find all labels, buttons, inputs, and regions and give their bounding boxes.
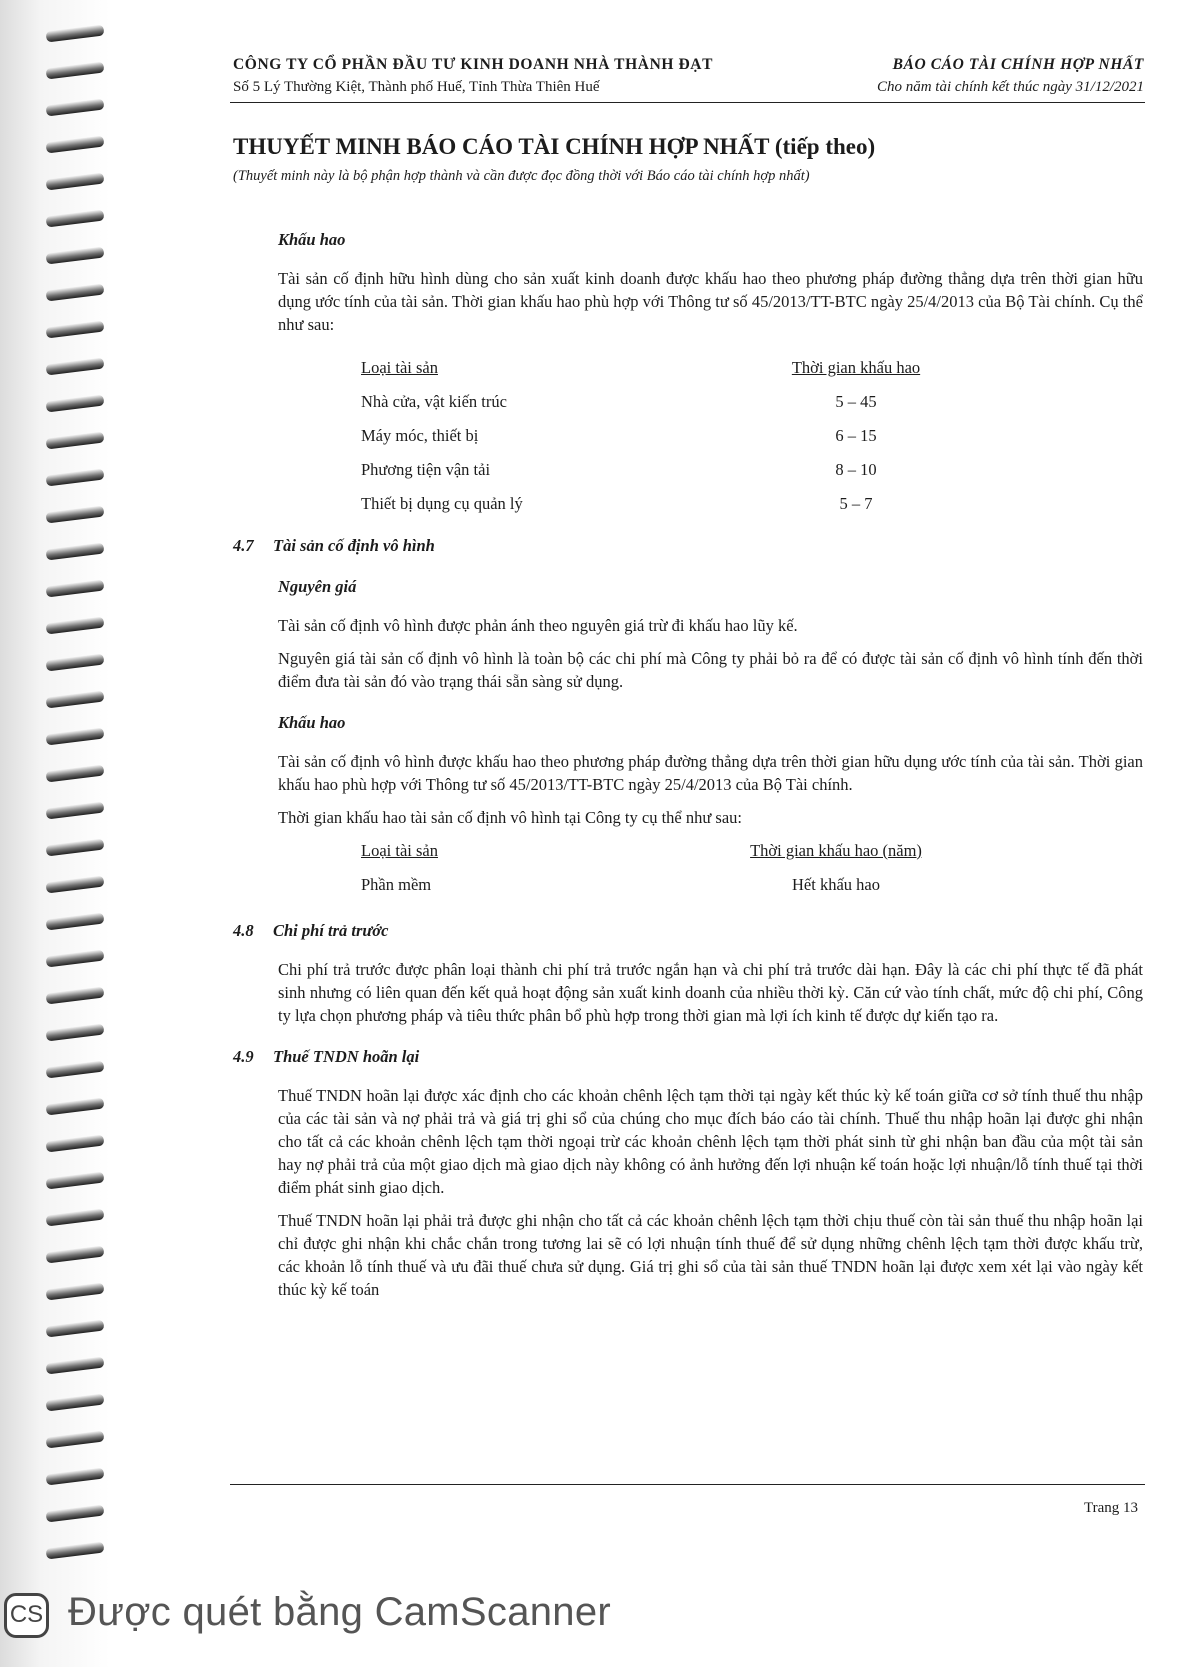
company-address: Số 5 Lý Thường Kiệt, Thành phố Huế, Tỉnh Thừa Thiên Huế <box>233 79 600 95</box>
binding-ring <box>46 395 105 413</box>
table-header-asset: Loại tài sản <box>361 357 438 377</box>
cost-heading: Nguyên giá <box>278 577 357 596</box>
table-header-row <box>361 350 951 384</box>
binding-ring <box>46 1172 105 1190</box>
binding-ring <box>46 25 105 43</box>
section-number: 4.7 <box>233 536 254 555</box>
section-number: 4.8 <box>233 921 254 940</box>
document-header-left <box>233 56 713 96</box>
binding-ring <box>46 543 105 561</box>
binding-ring <box>46 617 105 635</box>
company-name: CÔNG TY CỔ PHẦN ĐẦU TƯ KINH DOANH NHÀ THÀNH ĐẠT <box>233 56 714 73</box>
deferred-tax-paragraph-1: Thuế TNDN hoãn lại được xác định cho các khoản chênh lệch tạm thời tại ngày kết thúc kỳ kế toán giữa cơ sở tính thuế thu nhập của các tài sản và nợ phải trả và giá trị ghi sổ của chúng cho mục đích báo cáo tài chính. Thuế thu nhập hoãn lại được ghi nhận cho tất cả các khoản chênh lệch tạm thời ngoại trừ các khoản chênh lệch tạm thời phát sinh từ ghi nhận ban đầu của một tài sản hay nợ phải trả của một giao dịch mà giao dịch này không có ảnh hưởng đến lợi nhuận kế toán hoặc lợi nhuận/lỗ tính thuế tại thời điểm phát sinh giao dịch. <box>278 1086 1143 1197</box>
binding-ring <box>46 284 105 302</box>
table-row <box>361 418 951 452</box>
camscanner-logo: CS <box>4 1593 49 1638</box>
binding-ring <box>46 1468 105 1486</box>
table-cell-asset: Nhà cửa, vật kiến trúc <box>361 391 507 411</box>
section-4-8-heading <box>233 919 1143 942</box>
table-row <box>361 486 951 520</box>
binding-ring <box>46 802 105 820</box>
binding-ring <box>46 210 105 228</box>
binding-ring <box>46 99 105 117</box>
section-4-9-heading <box>233 1045 1143 1068</box>
binding-ring <box>46 247 105 265</box>
table-header-row <box>361 833 951 867</box>
table-cell-period: Hết khấu hao <box>792 874 880 894</box>
page-subtitle: (Thuyết minh này là bộ phận hợp thành và cần được đọc đồng thời với Báo cáo tài chính hợp nhất) <box>233 168 810 184</box>
binding-ring <box>46 1505 105 1523</box>
binding-ring <box>46 950 105 968</box>
binding-ring <box>46 1283 105 1301</box>
binding-ring <box>46 839 105 857</box>
binding-ring <box>46 1098 105 1116</box>
binding-ring <box>46 728 105 746</box>
binding-ring <box>46 506 105 524</box>
binding-ring <box>46 580 105 598</box>
binding-ring <box>46 1394 105 1412</box>
intangible-depreciation-paragraph: Tài sản cố định vô hình được khấu hao theo phương pháp đường thẳng dựa trên thời gian hữu dụng ước tính của tài sản. Thời gian khấu hao phù hợp với Thông tư số 45/2013/TT-BTC ngày 25/4/2013 của Bộ Tài chính. <box>278 752 1143 794</box>
binding-ring <box>46 1246 105 1264</box>
cost-paragraph-1: Tài sản cố định vô hình được phản ánh theo nguyên giá trừ đi khấu hao lũy kế. <box>278 616 798 635</box>
binding-ring <box>46 321 105 339</box>
table-cell-period: 8 – 10 <box>835 459 877 479</box>
binding-ring <box>46 358 105 376</box>
spiral-binding <box>0 0 110 1667</box>
binding-ring <box>46 1320 105 1338</box>
table-header-period: Thời gian khấu hao <box>791 357 921 377</box>
depreciation-heading: Khấu hao <box>278 230 346 249</box>
footer-rule <box>230 1484 1145 1485</box>
binding-ring <box>46 432 105 450</box>
camscanner-watermark: Được quét bằng CamScanner <box>68 1590 612 1634</box>
report-period: Cho năm tài chính kết thúc ngày 31/12/2021 <box>876 79 1144 95</box>
table-row <box>361 452 951 486</box>
section-title: Thuế TNDN hoãn lại <box>273 1047 420 1066</box>
binding-ring <box>46 1135 105 1153</box>
page-number: Trang 13 <box>1083 1500 1138 1516</box>
prepaid-expense-paragraph: Chi phí trả trước được phân loại thành chi phí trả trước ngắn hạn và chi phí trả trước dài hạn. Đây là các chi phí thực tế đã phát sinh nhưng có liên quan đến kết quả hoạt động sản xuất kinh doanh của nhiều thời kỳ. Căn cứ vào tính chất, mức độ chi phí, Công ty lựa chọn phương pháp và tiêu thức phân bổ phù hợp trong thời gian mà lợi ích kinh tế được dự kiến tạo ra. <box>278 960 1143 1025</box>
table-cell-asset: Thiết bị dụng cụ quản lý <box>361 493 523 513</box>
table-row <box>361 867 951 901</box>
section-title: Chi phí trả trước <box>273 921 389 940</box>
header-rule <box>230 102 1145 103</box>
document-body <box>233 228 1143 1301</box>
binding-ring <box>46 987 105 1005</box>
cost-paragraph-2: Nguyên giá tài sản cố định vô hình là toàn bộ các chi phí mà Công ty phải bỏ ra để có được tài sản cố định vô hình tính đến thời điểm đưa tài sản đó vào trạng thái sẵn sàng sử dụng. <box>278 649 1143 691</box>
table-row <box>361 384 951 418</box>
table-cell-asset: Máy móc, thiết bị <box>361 425 479 445</box>
document-header-right <box>877 56 1144 96</box>
table-cell-asset: Phần mềm <box>361 874 432 894</box>
deferred-tax-paragraph-2: Thuế TNDN hoãn lại phải trả được ghi nhận cho tất cả các khoản chênh lệch tạm thời chịu thuế còn tài sản thuế thu nhập hoãn lại chỉ được ghi nhận khi chắc chắn trong tương lai sẽ có lợi nhuận tính thuế để sử dụng những chênh lệch tạm thời được khấu trừ, các khoản lỗ tính thuế và ưu đãi thuế chưa sử dụng. Giá trị ghi sổ của tài sản thuế TNDN hoãn lại được xem xét lại vào ngày kết thúc kỳ kế toán <box>278 1211 1143 1299</box>
table-header-asset: Loại tài sản <box>361 840 438 860</box>
binding-ring <box>46 469 105 487</box>
binding-ring <box>46 654 105 672</box>
tangible-depreciation-table <box>361 350 951 520</box>
intangible-depreciation-paragraph-2: Thời gian khấu hao tài sản cố định vô hình tại Công ty cụ thể như sau: <box>278 808 743 827</box>
table-cell-asset: Phương tiện vận tải <box>361 459 491 479</box>
binding-ring <box>46 1209 105 1227</box>
binding-ring <box>46 1542 105 1560</box>
page-title: THUYẾT MINH BÁO CÁO TÀI CHÍNH HỢP NHẤT (tiếp theo) <box>233 134 876 159</box>
table-cell-period: 5 – 7 <box>839 493 873 513</box>
section-title: Tài sản cố định vô hình <box>273 536 435 555</box>
intangible-depreciation-heading: Khấu hao <box>278 713 346 732</box>
binding-ring <box>46 691 105 709</box>
section-number: 4.9 <box>233 1047 254 1066</box>
table-cell-period: 5 – 45 <box>835 391 877 411</box>
binding-ring <box>46 765 105 783</box>
binding-ring <box>46 1061 105 1079</box>
depreciation-paragraph: Tài sản cố định hữu hình dùng cho sản xuất kinh doanh được khấu hao theo phương pháp đường thẳng dựa trên thời gian hữu dụng ước tính của tài sản. Thời gian khấu hao phù hợp với Thông tư số 45/2013/TT-BTC ngày 25/4/2013 của Bộ Tài chính. Cụ thể như sau: <box>278 269 1143 334</box>
report-title: BÁO CÁO TÀI CHÍNH HỢP NHẤT <box>892 56 1144 73</box>
table-header-period: Thời gian khấu hao (năm) <box>750 840 922 860</box>
binding-ring <box>46 1431 105 1449</box>
binding-ring <box>46 62 105 80</box>
intangible-depreciation-table <box>361 833 951 901</box>
binding-ring <box>46 173 105 191</box>
section-4-7-heading <box>233 534 1143 557</box>
binding-ring <box>46 1357 105 1375</box>
binding-ring <box>46 913 105 931</box>
binding-ring <box>46 1024 105 1042</box>
table-cell-period: 6 – 15 <box>835 425 877 445</box>
binding-ring <box>46 876 105 894</box>
binding-ring <box>46 136 105 154</box>
